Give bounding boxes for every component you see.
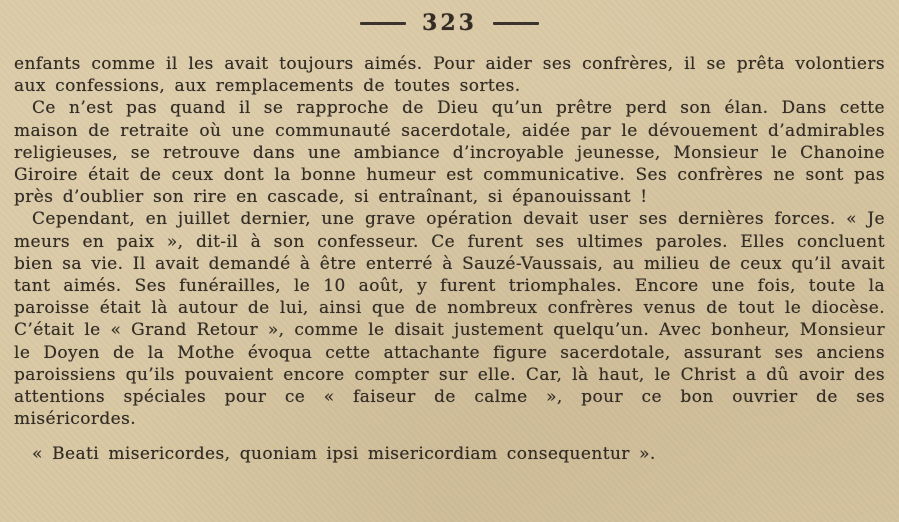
paragraph: Cependant, en juillet dernier, une grave opération devait user ses dernières forces. « Je meurs en paix », dit-il à son confesseur. Ce furent ses ultimes paroles. Elles concluent bien sa vie. Il avait demandé à être enterré à Sauzé-Vaussais, au milieu de ceux qu’il avait tant aimés. Ses funérailles, le 10 août, y furent triomphales. Encore une fois, toute la paroisse était là autour de lui, ainsi que de nombreux confrères venus de tout le diocèse. C’était le « Grand Retour », comme le disait justement quelqu’un. Avec bonheur, Monsieur le Doyen de la Mothe évoqua cette attachante figure sacerdotale, assurant ses anciens paroissiens qu’ils pouvaient encore compter sur elle. Car, là haut, le Christ a dû avoir des attentions spéciales pour ce « faiseur de calme », pour ce bon ouvrier de ses miséricordes. xyxy=(14,209,885,430)
body-text xyxy=(0,53,899,466)
page-number: 323 xyxy=(422,10,477,36)
paragraph-continuation: enfants comme il les avait toujours aimés. Pour aider ses confrères, il se prêta volontiers aux confessions, aux remplacements de toutes sortes. xyxy=(14,54,885,97)
paragraph: Ce n’est pas quand il se rapproche de Dieu qu’un prêtre perd son élan. Dans cette maison de retraite où une communauté sacerdotale, aidée par le dévouement d’admirables religieuses, se retrouve dans une ambiance d’incroyable jeunesse, Monsieur le Chanoine Giroire était de ceux dont la bonne humeur est communicative. Ses confrères ne sont pas près d’oublier son rire en cascade, si entraînant, si épanouissant ! xyxy=(14,98,885,208)
page-number-dash-left xyxy=(360,22,406,25)
page-number-dash-right xyxy=(493,22,539,25)
page-header xyxy=(0,0,899,37)
latin-quote-paragraph: « Beati misericordes, quoniam ipsi misericordiam consequentur ». xyxy=(32,444,656,465)
